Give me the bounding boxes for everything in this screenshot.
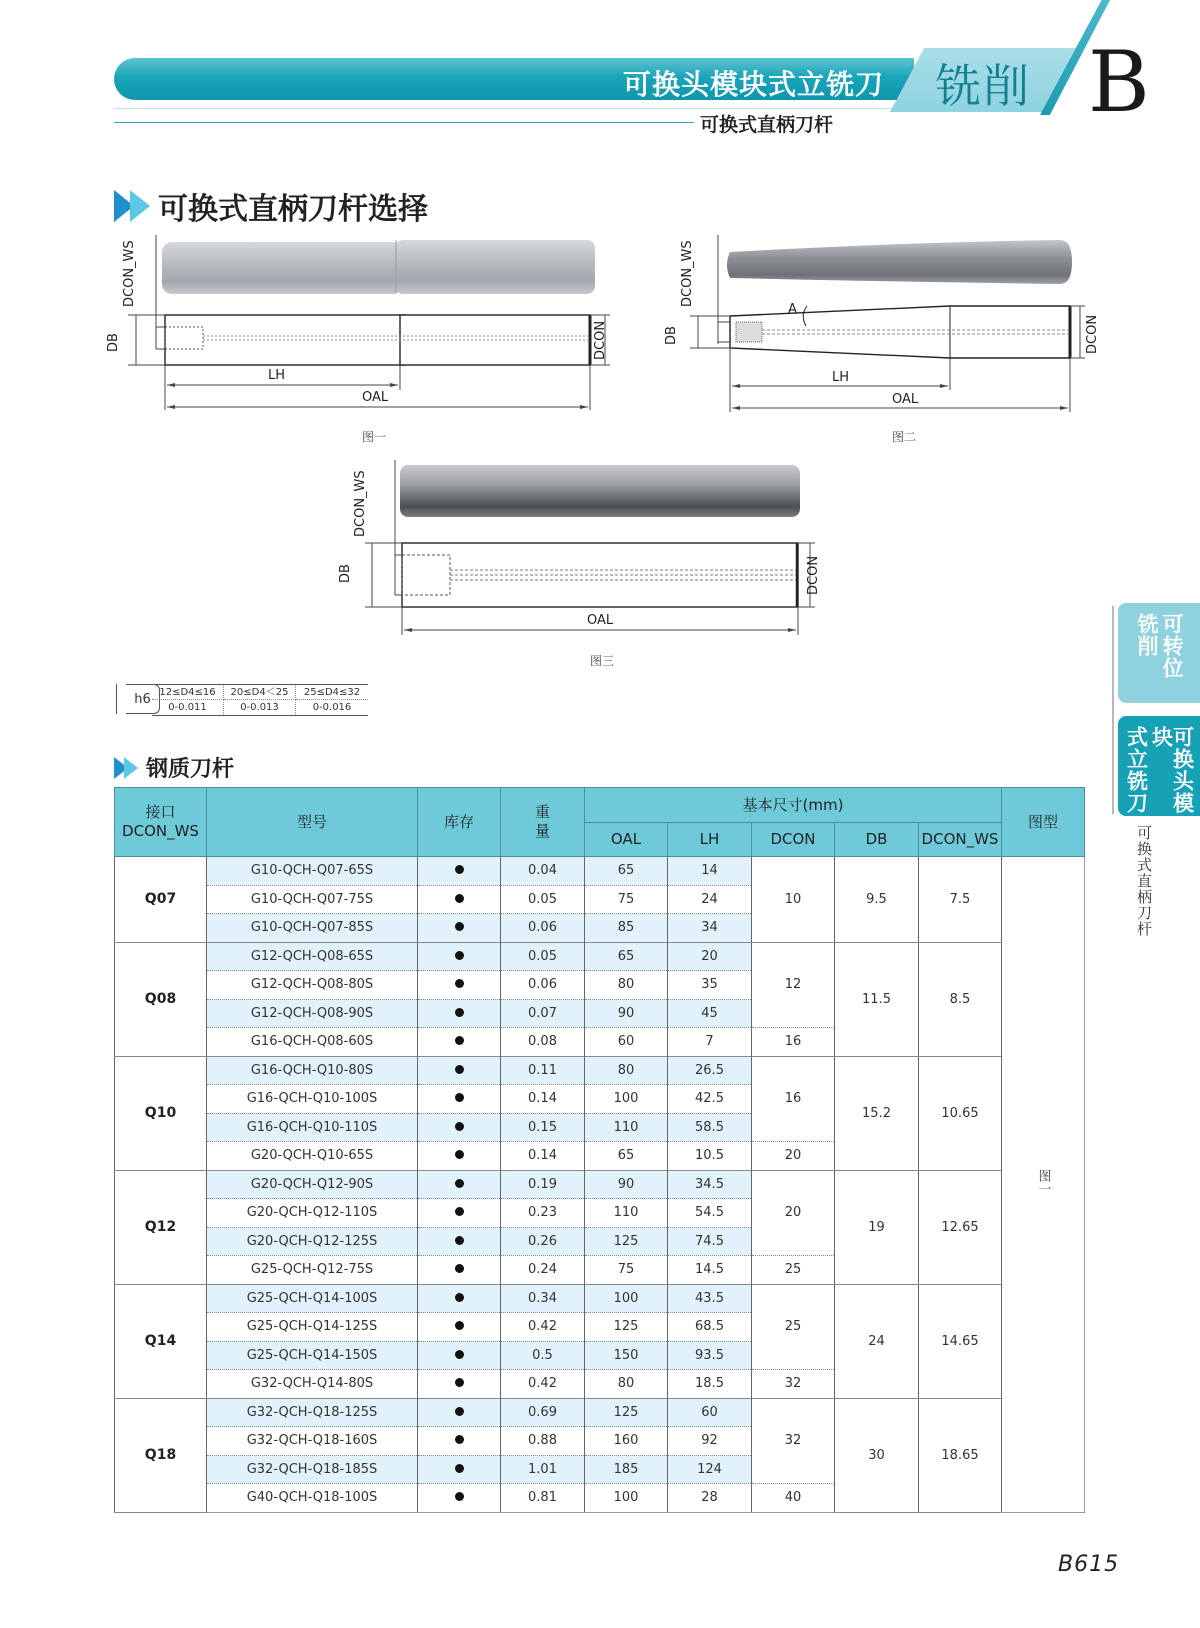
- header-divider: [114, 122, 694, 123]
- header-banner-title: 可换头模块式立铣刀: [622, 68, 884, 101]
- lh-cell: 60: [668, 1398, 752, 1427]
- lh-cell: 14.5: [668, 1256, 752, 1285]
- oal-cell: 75: [585, 885, 668, 914]
- chapter-letter: B: [1088, 33, 1150, 131]
- dcon-cell: 32: [752, 1370, 835, 1399]
- section-title-text: 可换式直柄刀杆选择: [158, 192, 428, 227]
- stock-cell: [418, 1256, 501, 1285]
- model-cell: G12-QCH-Q08-90S: [207, 999, 418, 1028]
- dcon-cell: 16: [752, 1056, 835, 1142]
- model-cell: G25-QCH-Q14-150S: [207, 1341, 418, 1370]
- stock-cell: [418, 885, 501, 914]
- figure-caption: 图二: [892, 430, 917, 444]
- model-cell: G20-QCH-Q12-90S: [207, 1170, 418, 1199]
- dim-label-dcon: DCON: [806, 555, 821, 595]
- in-stock-dot-icon: [455, 1435, 464, 1444]
- model-cell: G25-QCH-Q14-125S: [207, 1313, 418, 1342]
- lh-cell: 124: [668, 1455, 752, 1484]
- stock-cell: [418, 1284, 501, 1313]
- in-stock-dot-icon: [455, 1293, 464, 1302]
- lh-cell: 28: [668, 1484, 752, 1513]
- oal-cell: 125: [585, 1227, 668, 1256]
- weight-cell: 0.19: [501, 1170, 585, 1199]
- lh-cell: 18.5: [668, 1370, 752, 1399]
- weight-cell: 0.26: [501, 1227, 585, 1256]
- dcon-cell: 40: [752, 1484, 835, 1513]
- in-stock-dot-icon: [455, 1065, 464, 1074]
- model-cell: G10-QCH-Q07-65S: [207, 857, 418, 886]
- tolerance-arrow: [116, 684, 117, 714]
- db-cell: 19: [835, 1170, 919, 1284]
- tolerance-value: 0-0.011: [152, 700, 224, 715]
- col-header-dimensions: 基本尺寸(mm): [585, 788, 1002, 823]
- dim-label-oal: OAL: [587, 613, 614, 628]
- in-stock-dot-icon: [455, 1008, 464, 1017]
- in-stock-dot-icon: [455, 922, 464, 931]
- side-rail: [1112, 606, 1114, 814]
- oal-cell: 125: [585, 1313, 668, 1342]
- section-title-selection: [114, 184, 428, 228]
- stock-cell: [418, 1142, 501, 1171]
- side-tab-indexable-milling[interactable]: 可转位 铣削: [1118, 603, 1200, 703]
- in-stock-dot-icon: [455, 1492, 464, 1501]
- model-cell: G10-QCH-Q07-75S: [207, 885, 418, 914]
- dcon-ws-cell: 12.65: [919, 1170, 1002, 1284]
- col-header-stock: 库存: [418, 788, 501, 857]
- stock-cell: [418, 971, 501, 1000]
- table-row: [115, 1398, 1085, 1427]
- weight-cell: 0.34: [501, 1284, 585, 1313]
- lh-cell: 34: [668, 914, 752, 943]
- weight-cell: 0.06: [501, 971, 585, 1000]
- weight-cell: 0.14: [501, 1085, 585, 1114]
- double-arrow-icon: [114, 190, 146, 222]
- col-header-figure: 图型: [1002, 788, 1085, 857]
- dcon-cell: 20: [752, 1170, 835, 1256]
- in-stock-dot-icon: [455, 1350, 464, 1359]
- table-row: [115, 1284, 1085, 1313]
- weight-cell: 0.11: [501, 1056, 585, 1085]
- model-cell: G20-QCH-Q12-110S: [207, 1199, 418, 1228]
- stock-cell: [418, 1199, 501, 1228]
- weight-cell: 0.04: [501, 857, 585, 886]
- oal-cell: 65: [585, 857, 668, 886]
- dim-label-dcon: DCON: [593, 320, 608, 360]
- in-stock-dot-icon: [455, 1464, 464, 1473]
- col-header-dcon-ws: DCON_WS: [919, 823, 1002, 857]
- figure-3-drawing: [340, 455, 820, 675]
- lh-cell: 10.5: [668, 1142, 752, 1171]
- dim-label-oal: OAL: [892, 392, 919, 407]
- oal-cell: 125: [585, 1398, 668, 1427]
- dim-label-lh: LH: [268, 368, 286, 383]
- oal-cell: 90: [585, 1170, 668, 1199]
- model-cell: G40-QCH-Q18-100S: [207, 1484, 418, 1513]
- stock-cell: [418, 1028, 501, 1057]
- weight-cell: 0.07: [501, 999, 585, 1028]
- figure-2-drawing: [660, 230, 1100, 450]
- table-row: [115, 1170, 1085, 1199]
- col-header-weight: 重 量: [501, 788, 585, 857]
- interface-cell: Q07: [115, 857, 207, 943]
- lh-cell: 35: [668, 971, 752, 1000]
- oal-cell: 80: [585, 1056, 668, 1085]
- stock-cell: [418, 857, 501, 886]
- model-cell: G20-QCH-Q10-65S: [207, 1142, 418, 1171]
- db-cell: 24: [835, 1284, 919, 1398]
- weight-cell: 0.88: [501, 1427, 585, 1456]
- weight-cell: 0.81: [501, 1484, 585, 1513]
- table-row: [115, 942, 1085, 971]
- dcon-cell: 25: [752, 1256, 835, 1285]
- oal-cell: 160: [585, 1427, 668, 1456]
- dcon-cell: 25: [752, 1284, 835, 1370]
- stock-cell: [418, 1227, 501, 1256]
- in-stock-dot-icon: [455, 1093, 464, 1102]
- weight-cell: 0.08: [501, 1028, 585, 1057]
- in-stock-dot-icon: [455, 894, 464, 903]
- in-stock-dot-icon: [455, 1150, 464, 1159]
- stock-cell: [418, 1056, 501, 1085]
- tolerance-range: 25≤D4≤32: [296, 685, 368, 700]
- in-stock-dot-icon: [455, 1122, 464, 1131]
- figure-caption: 图三: [590, 654, 615, 668]
- db-cell: 11.5: [835, 942, 919, 1056]
- dcon-ws-cell: 8.5: [919, 942, 1002, 1056]
- figure-type-value: 图一: [1035, 1169, 1051, 1196]
- stock-cell: [418, 1427, 501, 1456]
- stock-cell: [418, 1113, 501, 1142]
- dim-label-dcon: DCON: [1085, 314, 1100, 354]
- dim-label-db: DB: [338, 564, 353, 583]
- stock-cell: [418, 1455, 501, 1484]
- dcon-cell: 12: [752, 942, 835, 1028]
- lh-cell: 43.5: [668, 1284, 752, 1313]
- in-stock-dot-icon: [455, 1236, 464, 1245]
- weight-cell: 0.24: [501, 1256, 585, 1285]
- tolerance-range: 12≤D4≤16: [152, 685, 224, 700]
- interface-cell: Q08: [115, 942, 207, 1056]
- lh-cell: 68.5: [668, 1313, 752, 1342]
- lh-cell: 24: [668, 885, 752, 914]
- weight-cell: 0.06: [501, 914, 585, 943]
- stock-cell: [418, 1370, 501, 1399]
- in-stock-dot-icon: [455, 1378, 464, 1387]
- db-cell: 9.5: [835, 857, 919, 943]
- dcon-ws-cell: 14.65: [919, 1284, 1002, 1398]
- page-number: B615: [1058, 1552, 1120, 1577]
- side-tab-modular-endmill[interactable]: 可换头模块 式立铣刀: [1118, 716, 1200, 816]
- model-cell: G32-QCH-Q18-125S: [207, 1398, 418, 1427]
- col-header-lh: LH: [668, 823, 752, 857]
- oal-cell: 65: [585, 942, 668, 971]
- dim-label-db: DB: [106, 333, 121, 352]
- tolerance-value: 0-0.016: [312, 702, 352, 713]
- in-stock-dot-icon: [455, 1321, 464, 1330]
- in-stock-dot-icon: [455, 1264, 464, 1273]
- lh-cell: 14: [668, 857, 752, 886]
- model-cell: G16-QCH-Q08-60S: [207, 1028, 418, 1057]
- weight-cell: 0.5: [501, 1341, 585, 1370]
- stock-cell: [418, 1313, 501, 1342]
- in-stock-dot-icon: [455, 1407, 464, 1416]
- oal-cell: 185: [585, 1455, 668, 1484]
- db-cell: 30: [835, 1398, 919, 1512]
- tolerance-grade: h6: [126, 684, 160, 714]
- interface-cell: Q12: [115, 1170, 207, 1284]
- dim-label-angle: A: [788, 302, 797, 317]
- oal-cell: 110: [585, 1113, 668, 1142]
- stock-cell: [418, 1085, 501, 1114]
- dcon-ws-cell: 10.65: [919, 1056, 1002, 1170]
- dcon-cell: 16: [752, 1028, 835, 1057]
- oal-cell: 80: [585, 971, 668, 1000]
- model-cell: G16-QCH-Q10-100S: [207, 1085, 418, 1114]
- stock-cell: [418, 942, 501, 971]
- weight-cell: 0.15: [501, 1113, 585, 1142]
- col-header-interface: 接口 DCON_WS: [115, 788, 207, 857]
- db-cell: 15.2: [835, 1056, 919, 1170]
- weight-cell: 1.01: [501, 1455, 585, 1484]
- oal-cell: 150: [585, 1341, 668, 1370]
- model-cell: G25-QCH-Q14-100S: [207, 1284, 418, 1313]
- weight-cell: 0.42: [501, 1313, 585, 1342]
- figure-caption: 图一: [362, 430, 387, 444]
- model-cell: G32-QCH-Q18-160S: [207, 1427, 418, 1456]
- dcon-ws-cell: 7.5: [919, 857, 1002, 943]
- dim-label-oal: OAL: [362, 390, 389, 405]
- oal-cell: 60: [585, 1028, 668, 1057]
- stock-cell: [418, 1398, 501, 1427]
- in-stock-dot-icon: [455, 865, 464, 874]
- tolerance-value: 0-0.013: [224, 700, 296, 715]
- dcon-ws-cell: 18.65: [919, 1398, 1002, 1512]
- model-cell: G20-QCH-Q12-125S: [207, 1227, 418, 1256]
- weight-cell: 0.05: [501, 885, 585, 914]
- lh-cell: 20: [668, 942, 752, 971]
- stock-cell: [418, 999, 501, 1028]
- double-arrow-icon: [114, 757, 134, 779]
- section-title-text: 钢质刀杆: [146, 757, 235, 782]
- oal-cell: 90: [585, 999, 668, 1028]
- steel-shank-spec-table: [114, 787, 1085, 1513]
- model-cell: G32-QCH-Q18-185S: [207, 1455, 418, 1484]
- oal-cell: 85: [585, 914, 668, 943]
- weight-cell: 0.14: [501, 1142, 585, 1171]
- weight-cell: 0.42: [501, 1370, 585, 1399]
- stock-cell: [418, 1170, 501, 1199]
- lh-cell: 42.5: [668, 1085, 752, 1114]
- lh-cell: 54.5: [668, 1199, 752, 1228]
- oal-cell: 100: [585, 1085, 668, 1114]
- in-stock-dot-icon: [455, 1179, 464, 1188]
- oal-cell: 100: [585, 1484, 668, 1513]
- lh-cell: 45: [668, 999, 752, 1028]
- dim-label-lh: LH: [832, 370, 850, 385]
- weight-cell: 0.05: [501, 942, 585, 971]
- lh-cell: 93.5: [668, 1341, 752, 1370]
- lh-cell: 34.5: [668, 1170, 752, 1199]
- stock-cell: [418, 1484, 501, 1513]
- oal-cell: 100: [585, 1284, 668, 1313]
- table-row: [115, 857, 1085, 886]
- oal-cell: 75: [585, 1256, 668, 1285]
- oal-cell: 110: [585, 1199, 668, 1228]
- header-category-label: 铣削: [935, 59, 1031, 113]
- lh-cell: 92: [668, 1427, 752, 1456]
- header-banner: [114, 58, 914, 100]
- stock-cell: [418, 914, 501, 943]
- model-cell: G12-QCH-Q08-80S: [207, 971, 418, 1000]
- in-stock-dot-icon: [455, 979, 464, 988]
- interface-cell: Q14: [115, 1284, 207, 1398]
- lh-cell: 26.5: [668, 1056, 752, 1085]
- dim-label-dcon-ws: DCON_WS: [353, 470, 368, 537]
- table-row: [115, 1056, 1085, 1085]
- side-subsection-label: 可换式直柄刀杆: [1135, 825, 1153, 937]
- dim-label-dcon-ws: DCON_WS: [680, 240, 695, 307]
- dcon-cell: 10: [752, 857, 835, 943]
- model-cell: G32-QCH-Q14-80S: [207, 1370, 418, 1399]
- header-subtitle: 可换式直柄刀杆: [700, 114, 834, 136]
- interface-cell: Q10: [115, 1056, 207, 1170]
- tolerance-range: 20≤D4＜25: [224, 685, 296, 700]
- in-stock-dot-icon: [455, 951, 464, 960]
- col-header-oal: OAL: [585, 823, 668, 857]
- model-cell: G16-QCH-Q10-80S: [207, 1056, 418, 1085]
- col-header-db: DB: [835, 823, 919, 857]
- oal-cell: 80: [585, 1370, 668, 1399]
- dim-label-dcon-ws: DCON_WS: [122, 240, 137, 307]
- dcon-cell: 32: [752, 1398, 835, 1484]
- weight-cell: 0.69: [501, 1398, 585, 1427]
- oal-cell: 65: [585, 1142, 668, 1171]
- col-header-model: 型号: [207, 788, 418, 857]
- figure-1-drawing: [100, 230, 620, 450]
- model-cell: G16-QCH-Q10-110S: [207, 1113, 418, 1142]
- model-cell: G12-QCH-Q08-65S: [207, 942, 418, 971]
- in-stock-dot-icon: [455, 1207, 464, 1216]
- model-cell: G25-QCH-Q12-75S: [207, 1256, 418, 1285]
- figure-type-cell: [1002, 857, 1085, 1513]
- weight-cell: 0.23: [501, 1199, 585, 1228]
- model-cell: G10-QCH-Q07-85S: [207, 914, 418, 943]
- col-header-dcon: DCON: [752, 823, 835, 857]
- interface-cell: Q18: [115, 1398, 207, 1512]
- lh-cell: 7: [668, 1028, 752, 1057]
- section-title-steel-shank: [114, 752, 234, 783]
- dcon-cell: 20: [752, 1142, 835, 1171]
- stock-cell: [418, 1341, 501, 1370]
- dim-label-db: DB: [664, 326, 679, 345]
- lh-cell: 58.5: [668, 1113, 752, 1142]
- header-divider-light: [114, 108, 914, 109]
- lh-cell: 74.5: [668, 1227, 752, 1256]
- in-stock-dot-icon: [455, 1036, 464, 1045]
